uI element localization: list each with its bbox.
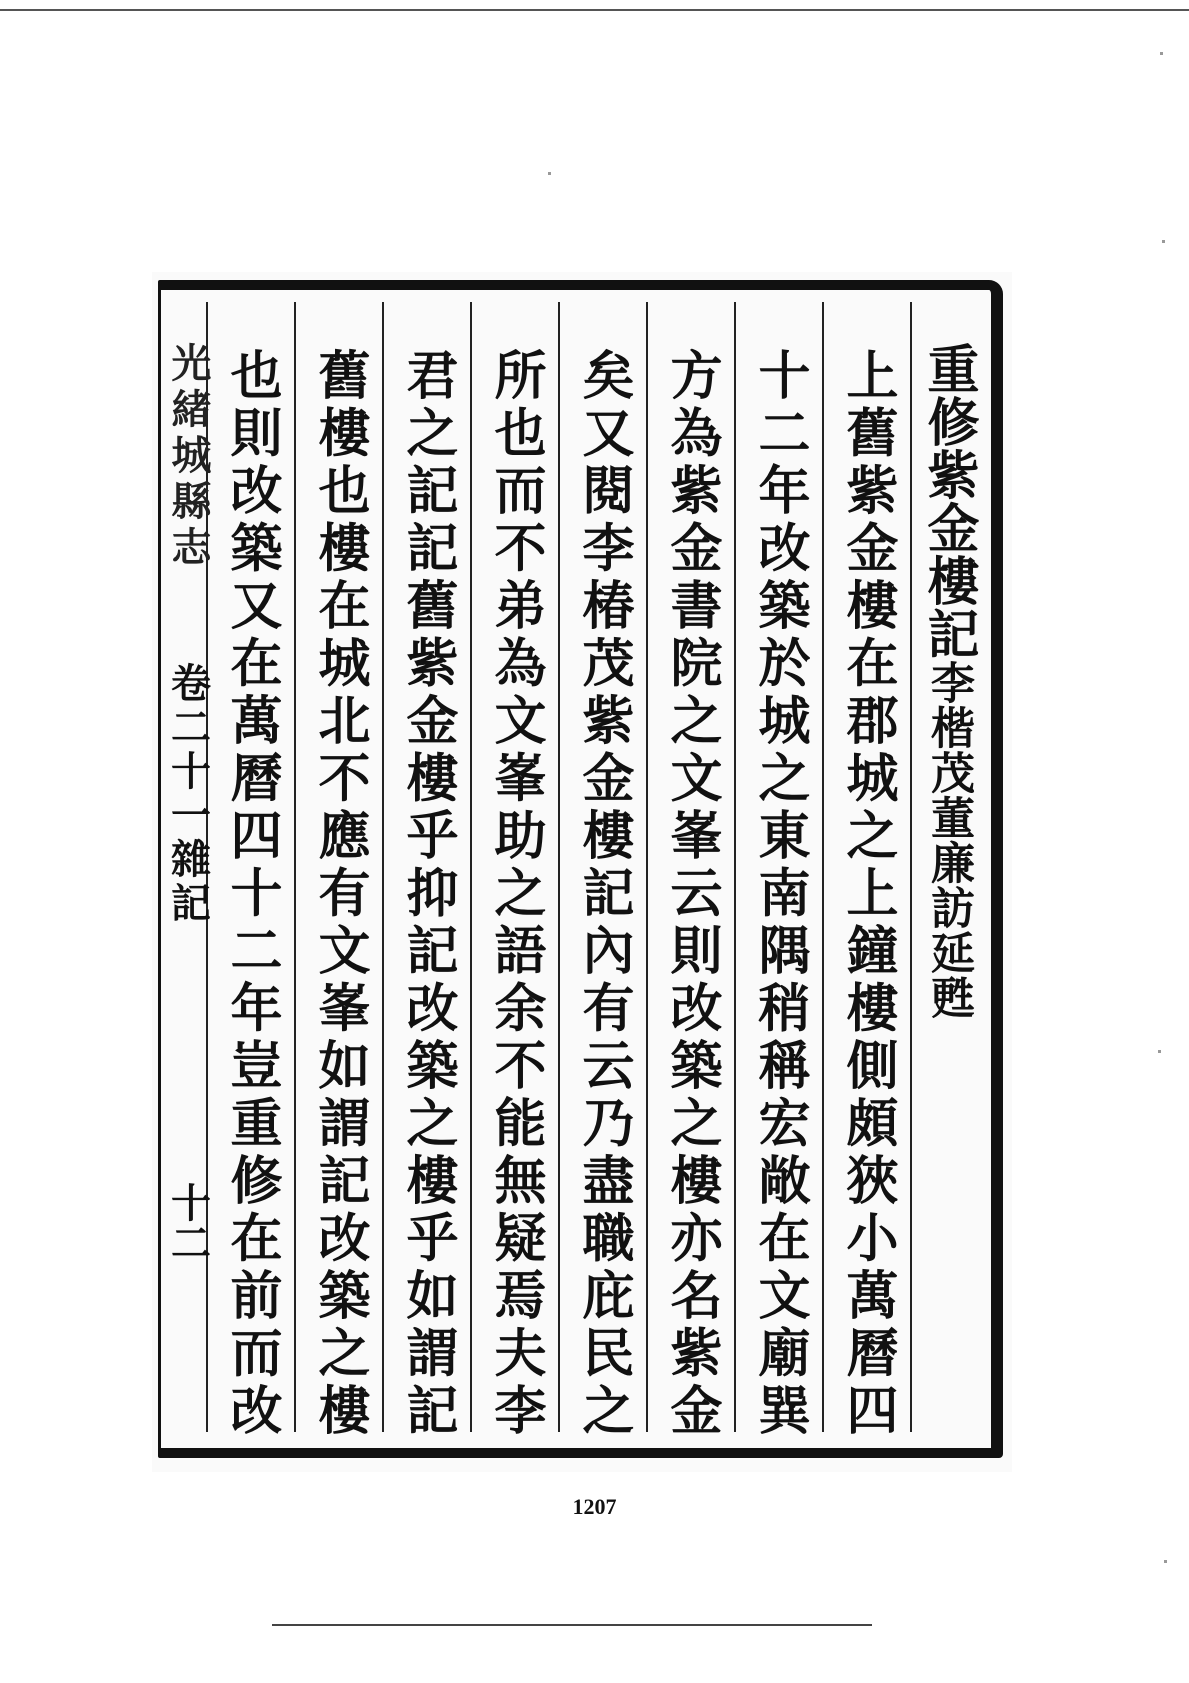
article-title: 重修紫金樓記	[918, 342, 979, 660]
column-2	[734, 302, 822, 1441]
top-rule	[0, 9, 1189, 11]
column-5	[470, 302, 558, 1441]
column-5-text: 所也而不弟為文峯助之語余不能無疑焉夫李	[485, 348, 546, 1441]
column-8	[206, 302, 294, 1441]
margin-column	[164, 302, 212, 1432]
column-title-text	[918, 342, 979, 1020]
text-columns	[164, 302, 984, 1441]
column-title	[910, 302, 984, 1432]
column-3-text: 方為紫金書院之文峯云則改築之樓亦名紫金	[661, 348, 722, 1441]
column-7-text: 舊樓也樓在城北不應有文峯如謂記改築之樓	[309, 348, 370, 1441]
column-3	[646, 302, 734, 1441]
margin-leaf-number: 十二	[164, 1182, 212, 1262]
article-byline: 李楷茂董廉訪延甦	[923, 660, 974, 1020]
scanned-page	[152, 272, 1012, 1472]
column-7	[294, 302, 382, 1441]
column-1	[822, 302, 910, 1441]
column-2-text: 十二年改築於城之東南隅稍稱宏敞在文廟巽	[749, 348, 810, 1441]
margin-section: 卷二十一雜記	[164, 662, 212, 926]
column-4	[558, 302, 646, 1441]
column-8-text: 也則改築又在萬曆四十二年豈重修在前而改	[221, 348, 282, 1441]
scan-speck	[548, 172, 551, 175]
scan-speck	[1164, 1560, 1167, 1563]
bottom-rule	[272, 1624, 872, 1626]
column-1-text: 上舊紫金樓在郡城之上鐘樓側頗狹小萬曆四	[837, 348, 898, 1441]
scan-speck	[1160, 52, 1163, 55]
scan-speck	[1162, 240, 1165, 243]
margin-book-title: 光緒城縣志	[165, 342, 212, 572]
scan-speck	[1158, 1050, 1161, 1053]
page-number: 1207	[572, 1494, 617, 1519]
column-4-text: 矣又閱李椿茂紫金樓記內有云乃盡職庇民之	[573, 348, 634, 1441]
column-6	[382, 302, 470, 1441]
column-6-text: 君之記記舊紫金樓乎抑記改築之樓乎如謂記	[397, 348, 458, 1441]
